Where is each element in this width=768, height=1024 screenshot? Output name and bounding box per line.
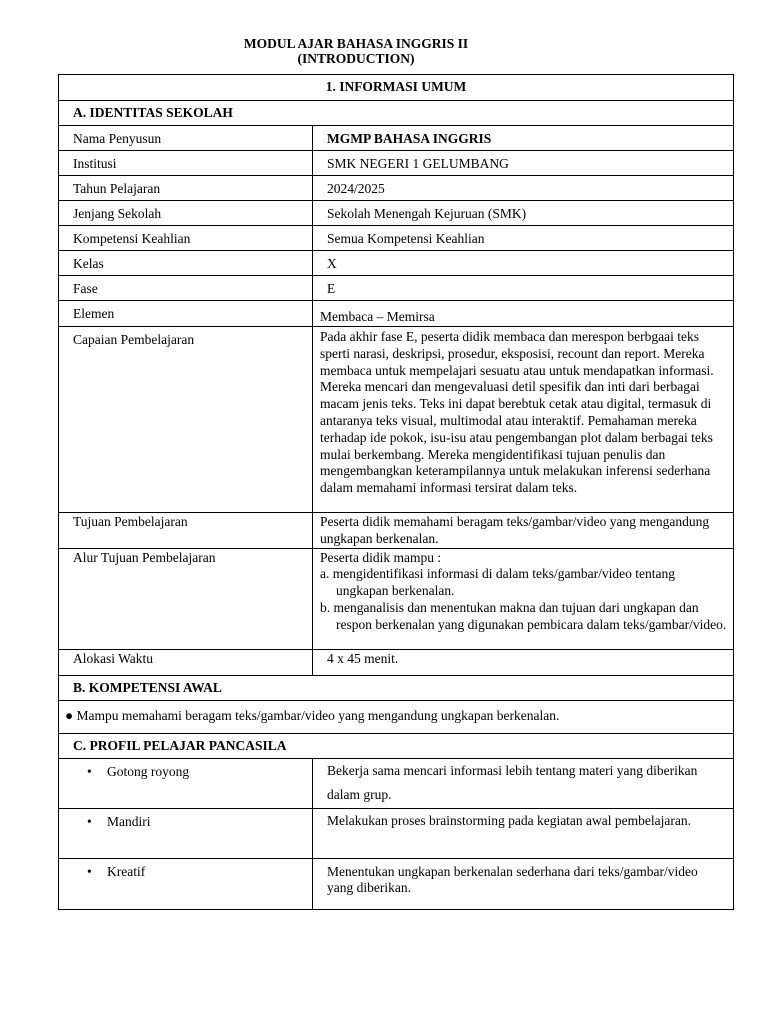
table-row — [59, 226, 734, 251]
row-label-fase: Fase — [59, 276, 313, 301]
tujuan-row — [59, 513, 734, 549]
table-row — [59, 251, 734, 276]
row-value-alur-tujuan — [313, 548, 734, 649]
row-label-capaian-pembelajaran: Capaian Pembelajaran — [59, 327, 313, 513]
profil-value-gotong-royong: Bekerja sama mencari informasi lebih tentang materi yang diberikan dalam grup. — [313, 758, 734, 808]
list-item: b. menganalisis dan menentukan makna dan tujuan dari ungkapan dan respon berkenalan yang digunakan pembicara dalam teks/gambar/video. — [320, 599, 727, 632]
identitas-header-row — [59, 101, 734, 126]
row-value-tahun-pelajaran: 2024/2025 — [313, 176, 734, 201]
row-value-jenjang-sekolah: Sekolah Menengah Kejuruan (SMK) — [313, 201, 734, 226]
profil-heading: C. PROFIL PELAJAR PANCASILA — [59, 733, 734, 758]
list-item: a. mengidentifikasi informasi di dalam teks/gambar/video tentang ungkapan berkenalan. — [320, 566, 676, 599]
bullet-icon: ● — [65, 707, 74, 723]
row-label-kompetensi-keahlian: Kompetensi Keahlian — [59, 226, 313, 251]
alur-intro: Peserta didik mampu : — [320, 549, 442, 565]
profil-label-mandiri — [59, 808, 313, 858]
row-value-elemen: Membaca – Memirsa — [313, 301, 734, 327]
row-value-kelas: X — [313, 251, 734, 276]
profil-value-mandiri: Melakukan proses brainstorming pada kegiatan awal pembelajaran. — [313, 808, 734, 858]
alokasi-row — [59, 649, 734, 675]
kompetensi-header-row — [59, 675, 734, 700]
row-label-alokasi-waktu: Alokasi Waktu — [59, 649, 313, 675]
row-value-institusi: SMK NEGERI 1 GELUMBANG — [313, 151, 734, 176]
row-value-kompetensi-keahlian: Semua Kompetensi Keahlian — [313, 226, 734, 251]
row-value-capaian-pembelajaran: Pada akhir fase E, peserta didik membaca dan merespon berbgaai teks sperti narasi, deskripsi, prosedur, eksposisi, recount dan report. Mereka membaca untuk mempelajari sesuatu atau untuk mendapatkan informasi. Mereka mencari dan mengevaluasi detil spesifik dan inti dari berbagai macam jenis teks. Teks ini dapat berebtuk cetak atau digital, termasuk di antaranya teks visual, multimodal atau interaktif. Pemahaman mereka terhadap ide pokok, isu-isu atau pengembangan plot dalam berbagai teks mulai berkembang. Mereka mengidentifikasi tujuan penulis dan mengembangkan keterampilannya untuk melakukan inferensi sederhana dalam memahami informasi tersirat dalam teks. — [313, 327, 734, 513]
section-1-heading: 1. INFORMASI UMUM — [59, 75, 734, 101]
row-label-elemen: Elemen — [59, 301, 313, 327]
row-label-tujuan-pembelajaran: Tujuan Pembelajaran — [59, 513, 313, 549]
table-row — [59, 201, 734, 226]
bullet-icon: • — [87, 763, 92, 779]
bullet-icon: • — [87, 863, 92, 879]
profil-row — [59, 758, 734, 808]
table-row — [59, 176, 734, 201]
row-label-kelas: Kelas — [59, 251, 313, 276]
document-title-line-1: MODUL AJAR BAHASA INGGRIS II — [243, 36, 469, 51]
alur-row — [59, 548, 734, 649]
profil-value-kreatif: Menentukan ungkapan berkenalan sederhana dari teks/gambar/video yang diberikan. — [313, 858, 734, 909]
profil-label-text: Kreatif — [107, 863, 146, 879]
kompetensi-text: Mampu memahami beragam teks/gambar/video yang mengandung ungkapan berkenalan. — [76, 707, 560, 723]
table-row — [59, 151, 734, 176]
document-title-line-2: (INTRODUCTION) — [297, 51, 415, 66]
profil-row — [59, 808, 734, 858]
module-table — [58, 74, 734, 910]
row-label-alur-tujuan: Alur Tujuan Pembelajaran — [59, 548, 313, 649]
kompetensi-row — [59, 700, 734, 733]
row-value-alokasi-waktu: 4 x 45 menit. — [313, 649, 734, 675]
table-row — [59, 276, 734, 301]
row-value-tujuan-pembelajaran: Peserta didik memahami beragam teks/gambar/video yang mengandung ungkapan berkenalan. — [313, 513, 734, 549]
capaian-row — [59, 327, 734, 513]
document-title — [0, 36, 712, 66]
profil-label-gotong-royong — [59, 758, 313, 808]
row-label-institusi: Institusi — [59, 151, 313, 176]
profil-header-row — [59, 733, 734, 758]
profil-row — [59, 858, 734, 909]
row-value-nama-penyusun: MGMP BAHASA INGGRIS — [313, 126, 734, 151]
alur-list — [320, 566, 727, 633]
row-label-jenjang-sekolah: Jenjang Sekolah — [59, 201, 313, 226]
row-label-tahun-pelajaran: Tahun Pelajaran — [59, 176, 313, 201]
kompetensi-heading: B. KOMPETENSI AWAL — [59, 675, 734, 700]
row-value-fase: E — [313, 276, 734, 301]
identitas-heading: A. IDENTITAS SEKOLAH — [59, 101, 734, 126]
profil-label-text: Gotong royong — [107, 763, 190, 779]
table-row — [59, 126, 734, 151]
bullet-icon: • — [87, 813, 92, 829]
section-1-header-row — [59, 75, 734, 101]
profil-label-text: Mandiri — [107, 813, 151, 829]
kompetensi-item — [59, 700, 734, 733]
profil-label-kreatif — [59, 858, 313, 909]
table-row — [59, 301, 734, 327]
row-label-nama-penyusun: Nama Penyusun — [59, 126, 313, 151]
